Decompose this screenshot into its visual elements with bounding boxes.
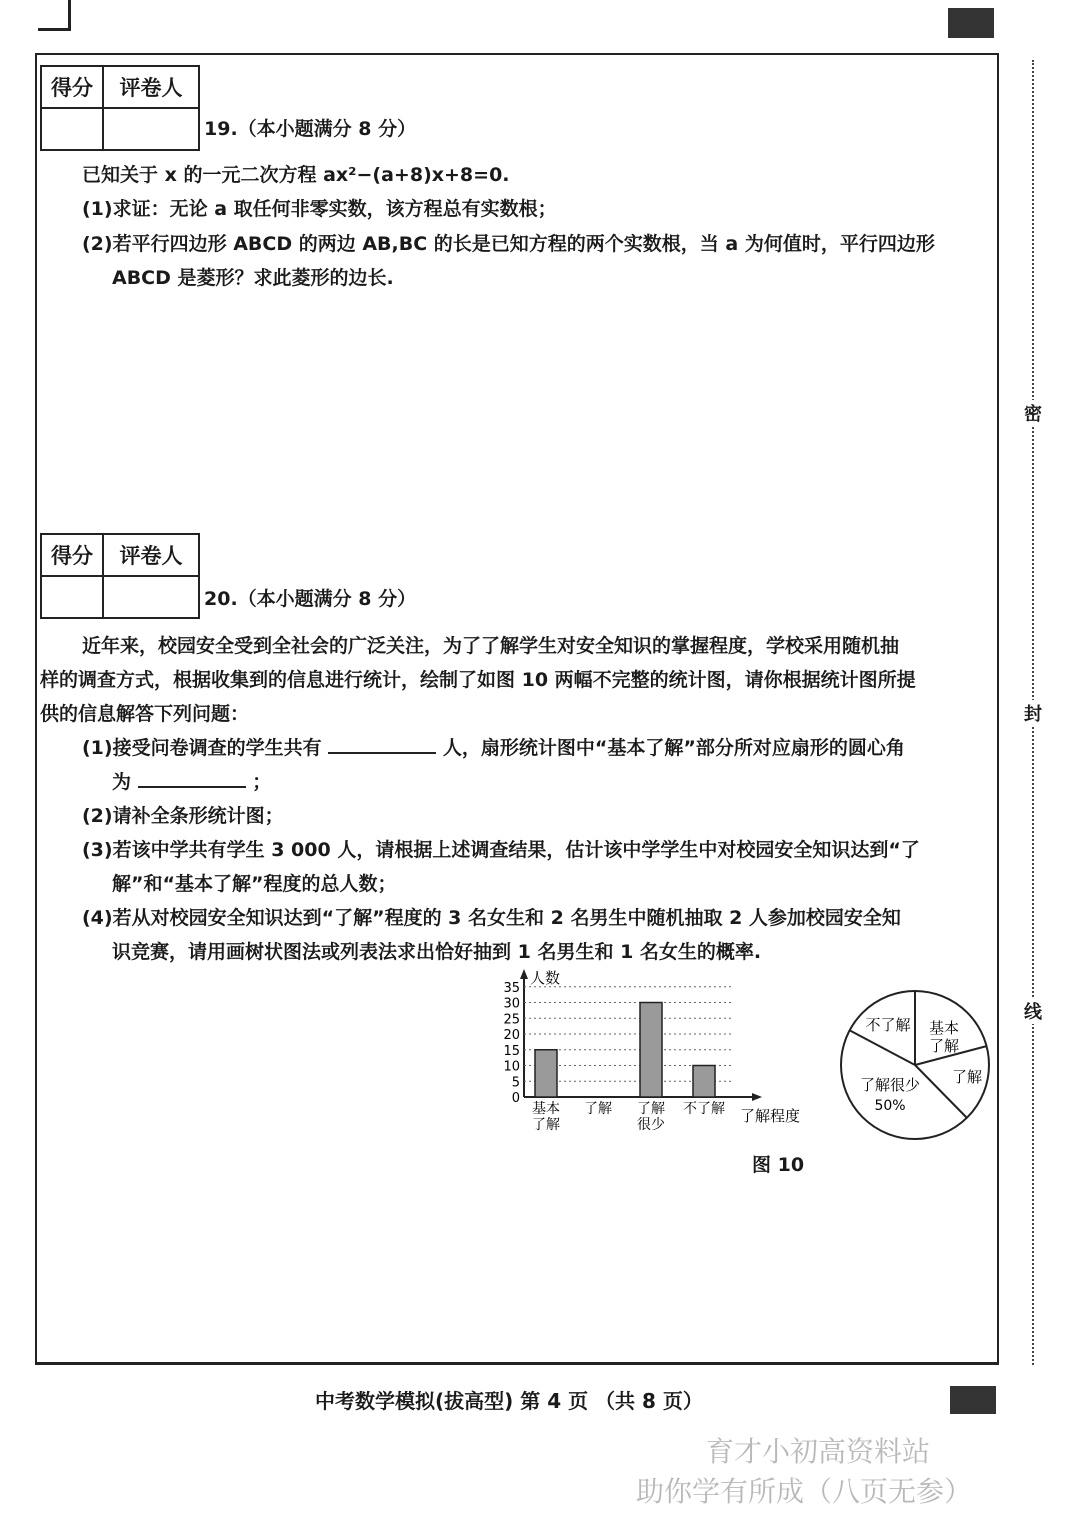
y-tick-label: 20	[503, 1028, 520, 1043]
q19-part2-line1: (2)若平行四边形 ABCD 的两边 AB,BC 的长是已知方程的两个实数根，当 a 为何值时，平行四边形	[82, 233, 935, 255]
q19-title: 19.（本小题满分 8 分）	[204, 118, 417, 140]
x-tick-label: 基本	[532, 1101, 560, 1117]
y-axis-label: 人数	[530, 969, 561, 987]
q20-title: 20.（本小题满分 8 分）	[204, 588, 417, 610]
corner-mark-top-right	[948, 8, 994, 38]
score-cell[interactable]	[41, 576, 103, 618]
y-tick-label: 30	[503, 996, 520, 1012]
x-axis-label: 了解程度	[740, 1107, 801, 1125]
pie-label-basic-line2: 了解	[928, 1037, 960, 1055]
q20-part1-line2-after: ；	[252, 771, 272, 793]
pie-label-basic-line1: 基本	[928, 1019, 960, 1037]
q20-part1-line1	[82, 733, 905, 760]
score-label: 得分	[41, 66, 103, 108]
y-tick-label: 15	[503, 1043, 520, 1059]
score-box-q19	[40, 65, 200, 151]
y-tick-label: 10	[503, 1059, 520, 1075]
bar-chart	[490, 965, 820, 1145]
q20-part3-line1: (3)若该中学共有学生 3 000 人，请根据上述调查结果，估计该中学学生中对校园安全知识达到“了	[82, 839, 920, 861]
q20-intro-line3: 供的信息解答下列问题：	[40, 703, 250, 725]
seal-char-xian: 线	[1022, 998, 1044, 1024]
x-axis-arrow	[752, 1093, 762, 1101]
y-tick-label: 35	[503, 980, 520, 996]
grader-label: 评卷人	[103, 534, 199, 576]
bar	[640, 1003, 662, 1098]
q20-part1-text-after: 人，扇形统计图中“基本了解”部分所对应扇形的圆心角	[442, 737, 905, 759]
y-tick-label: 25	[503, 1012, 520, 1028]
q20-part4-line1: (4)若从对校园安全知识达到“了解”程度的 3 名女生和 2 名男生中随机抽取 2 人参加校园安全知	[82, 907, 901, 929]
q20-part1-line2-before: 为	[112, 771, 132, 793]
q20-intro-line1: 近年来，校园安全受到全社会的广泛关注，为了了解学生对安全知识的掌握程度，学校采用随机抽	[82, 635, 900, 657]
q20-part3-line2: 解”和“基本了解”程度的总人数；	[112, 873, 397, 895]
corner-mark-top-left	[38, 0, 71, 31]
pie-divider-left	[849, 1030, 915, 1065]
pie-label-little-line1: 了解很少	[859, 1076, 921, 1094]
x-tick-label: 不了解	[683, 1101, 725, 1117]
answer-blank-total[interactable]	[328, 734, 436, 754]
q20-part1-line2	[112, 767, 271, 794]
bar	[535, 1050, 557, 1097]
watermark-line1: 育才小初高资料站	[706, 1435, 931, 1468]
q19-part1: (1)求证：无论 a 取任何非零实数，该方程总有实数根；	[82, 198, 557, 220]
score-box-q20	[40, 533, 200, 619]
q19-part2-line2: ABCD 是菱形？求此菱形的边长.	[112, 267, 394, 289]
q19-stem: 已知关于 x 的一元二次方程 ax²−(a+8)x+8=0.	[82, 164, 510, 186]
pie-label-little-line2: 50%	[874, 1098, 906, 1114]
bottom-rule	[35, 1362, 997, 1365]
x-tick-label: 了解	[584, 1101, 612, 1117]
pie-label-not-understand: 不了解	[865, 1016, 911, 1034]
q20-part1-text-before: (1)接受问卷调查的学生共有	[82, 737, 322, 759]
x-tick-label-line2: 了解	[532, 1117, 560, 1133]
score-cell[interactable]	[41, 108, 103, 150]
seal-char-feng: 封	[1022, 700, 1044, 726]
grader-cell[interactable]	[103, 576, 199, 618]
corner-mark-bottom-right	[950, 1386, 996, 1414]
grader-cell[interactable]	[103, 108, 199, 150]
seal-char-mi: 密	[1022, 400, 1044, 426]
answer-blank-angle[interactable]	[138, 768, 246, 788]
pie-label-understand: 了解	[951, 1068, 983, 1086]
x-tick-label: 了解	[637, 1101, 665, 1117]
x-tick-label-line2: 很少	[637, 1117, 665, 1133]
y-tick-label: 5	[511, 1075, 520, 1091]
page-footer: 中考数学模拟(拔高型) 第 4 页 （共 8 页）	[315, 1389, 703, 1413]
pie-chart	[830, 980, 1000, 1150]
q20-intro-line2: 样的调查方式，根据收集到的信息进行统计，绘制了如图 10 两幅不完整的统计图，请你根据统计图所提	[40, 669, 916, 691]
grader-label: 评卷人	[103, 66, 199, 108]
bar	[693, 1066, 715, 1098]
y-axis-arrow	[520, 969, 528, 979]
figure-caption: 图 10	[752, 1154, 805, 1176]
y-tick-label: 0	[511, 1091, 520, 1106]
watermark-line2: 助你学有所成（八页无参）	[636, 1475, 973, 1508]
score-label: 得分	[41, 534, 103, 576]
q20-part4-line2: 识竞赛，请用画树状图法或列表法求出恰好抽到 1 名男生和 1 名女生的概率.	[112, 941, 762, 963]
q20-part2: (2)请补全条形统计图；	[82, 805, 284, 827]
